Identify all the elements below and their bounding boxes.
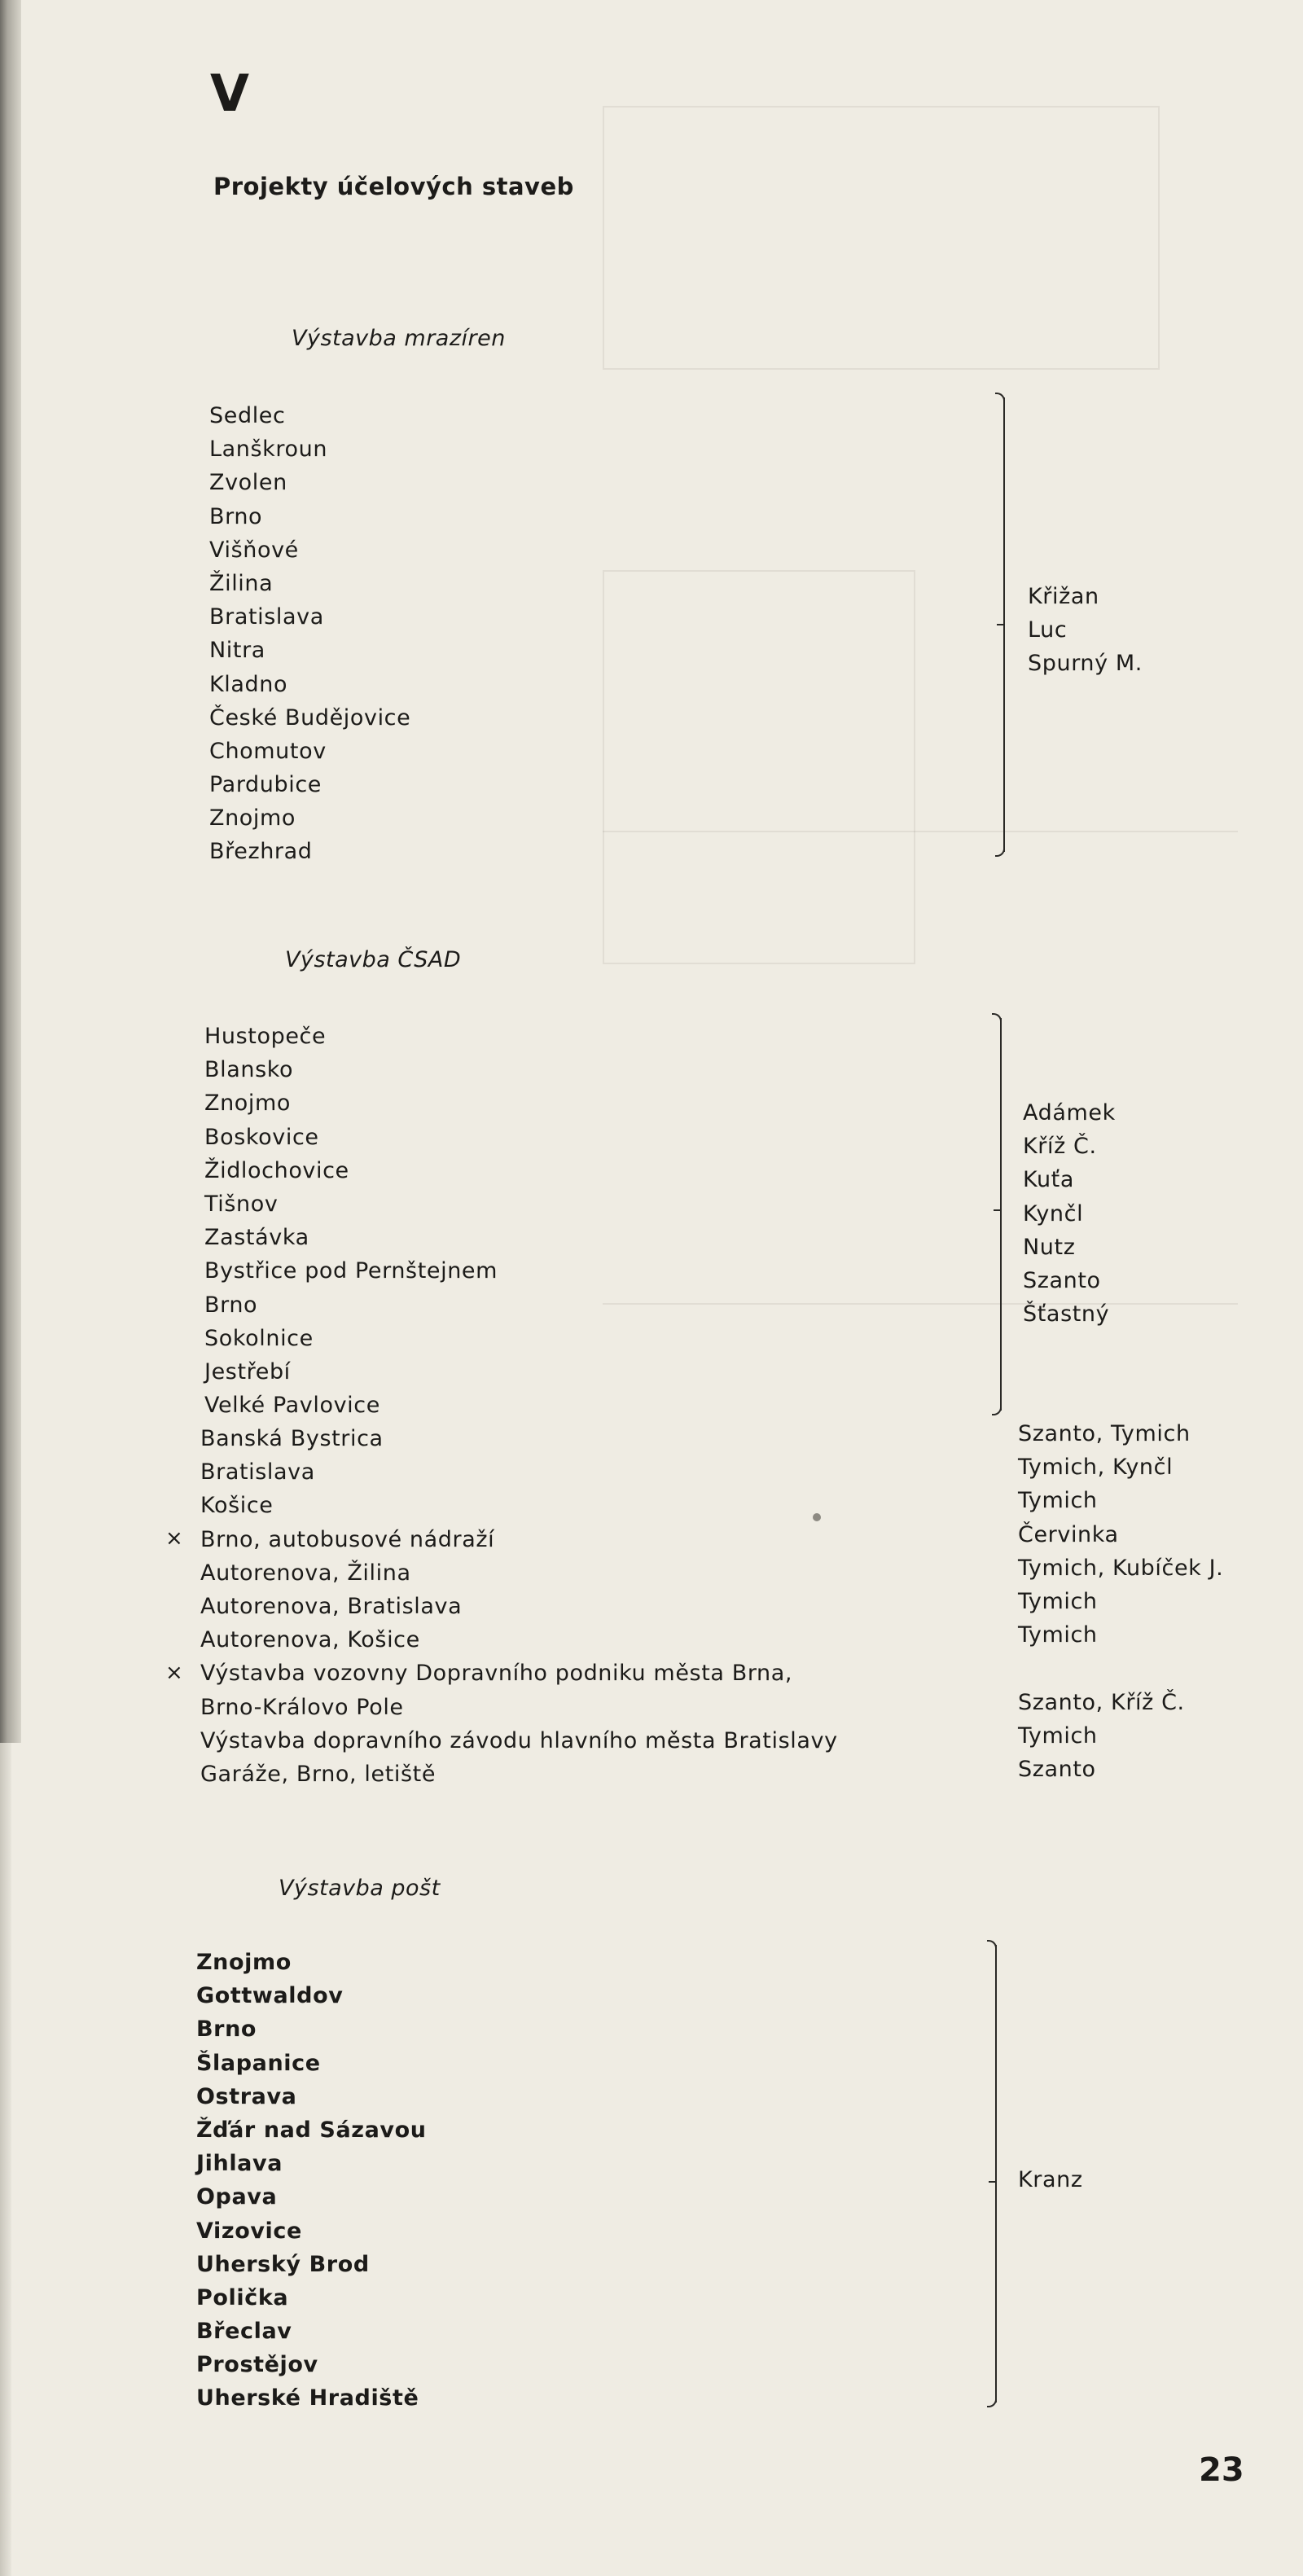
list-item: Chomutov bbox=[209, 738, 327, 764]
list-item: Blansko bbox=[204, 1057, 294, 1083]
list-item: Autorenova, Košice bbox=[200, 1627, 420, 1653]
show-through-line bbox=[603, 831, 1238, 832]
list-item: Jihlava bbox=[196, 2151, 283, 2177]
places-list-csad bbox=[204, 1020, 498, 1422]
list-item: České Budějovice bbox=[209, 704, 411, 731]
author-name: Szanto bbox=[1023, 1267, 1101, 1293]
list-item: Garáže, Brno, letiště bbox=[200, 1761, 437, 1787]
author-name: Szanto, Kříž Č. bbox=[1018, 1689, 1185, 1715]
authors-list-posty bbox=[1018, 2163, 1083, 2196]
list-item: Autorenova, Bratislava bbox=[200, 1593, 463, 1619]
author-name: Nutz bbox=[1023, 1234, 1076, 1260]
list-item: Boskovice bbox=[204, 1124, 319, 1150]
cross-mark: × bbox=[165, 1526, 183, 1551]
author-name: Kranz bbox=[1018, 2167, 1083, 2192]
list-item: Sedlec bbox=[209, 403, 286, 428]
author-name: Kynčl bbox=[1023, 1200, 1084, 1227]
list-item: Uherské Hradiště bbox=[196, 2385, 419, 2411]
authors-list-csad-extra bbox=[1018, 1417, 1223, 1786]
list-item: Brno bbox=[204, 1292, 258, 1318]
places-list-posty bbox=[196, 1946, 427, 2416]
list-item: Višňové bbox=[209, 537, 299, 563]
show-through-drawing bbox=[603, 570, 915, 964]
list-item: Znojmo bbox=[196, 1950, 292, 1975]
list-item: Opava bbox=[196, 2184, 278, 2210]
list-item: Jestřebí bbox=[204, 1358, 291, 1385]
page-number: 23 bbox=[1199, 2451, 1244, 2489]
author-name: Červinka bbox=[1018, 1521, 1119, 1547]
list-item: Šlapanice bbox=[196, 2050, 321, 2076]
section-heading-posty: Výstavba pošt bbox=[279, 1876, 441, 1901]
list-item: Znojmo bbox=[209, 805, 296, 832]
brace-csad bbox=[1000, 1018, 1002, 1411]
list-item: Židlochovice bbox=[204, 1157, 349, 1183]
list-item: Banská Bystrica bbox=[200, 1426, 384, 1451]
author-name: Šťastný bbox=[1023, 1301, 1110, 1327]
list-item: Žilina bbox=[209, 570, 274, 596]
brace-mrazirny bbox=[1003, 397, 1005, 852]
list-item: Lanškroun bbox=[209, 437, 328, 463]
authors-list-mrazirny bbox=[1028, 580, 1143, 681]
list-item: Zvolen bbox=[209, 470, 287, 496]
author-name: Szanto, Tymich bbox=[1018, 1421, 1191, 1446]
author-name bbox=[1018, 1652, 1223, 1685]
list-item: Bratislava bbox=[209, 604, 324, 630]
list-item: Ostrava bbox=[196, 2083, 297, 2109]
author-name: Tymich, Kynčl bbox=[1018, 1455, 1174, 1481]
list-item: Nitra bbox=[209, 638, 265, 664]
list-item: Brno bbox=[196, 2016, 257, 2043]
list-item: Výstavba dopravního závodu hlavního města Bratislavy bbox=[200, 1727, 838, 1753]
author-name: Kříž Č. bbox=[1023, 1134, 1097, 1160]
list-item: Březhrad bbox=[209, 839, 313, 865]
list-item: Výstavba vozovny Dopravního podniku města Brna, bbox=[200, 1661, 793, 1687]
author-name: Tymich, Kubíček J. bbox=[1018, 1555, 1224, 1581]
brace-posty bbox=[995, 1945, 997, 2403]
list-item: Břeclav bbox=[196, 2319, 292, 2345]
list-item: Velké Pavlovice bbox=[204, 1393, 380, 1419]
section-heading-mrazirny: Výstavba mrazíren bbox=[292, 326, 506, 351]
section-letter: V bbox=[210, 64, 249, 123]
author-name: Tymich bbox=[1018, 1488, 1098, 1514]
page-edge-shadow bbox=[0, 0, 21, 1743]
section-heading-csad: Výstavba ČSAD bbox=[285, 947, 462, 972]
list-item: Polička bbox=[196, 2284, 289, 2311]
show-through-line bbox=[603, 1303, 1238, 1305]
list-item: Bratislava bbox=[200, 1459, 315, 1485]
page-subtitle: Projekty účelových staveb bbox=[213, 173, 574, 200]
show-through-drawing bbox=[603, 106, 1160, 370]
author-name: Tymich bbox=[1018, 1622, 1098, 1648]
page-edge-shadow-lower bbox=[0, 1743, 11, 2576]
author-name: Luc bbox=[1028, 617, 1068, 643]
author-name: Spurný M. bbox=[1028, 651, 1143, 677]
list-item: Zastávka bbox=[204, 1225, 309, 1251]
authors-list-csad bbox=[1023, 1096, 1116, 1331]
list-item: Brno bbox=[209, 503, 263, 529]
list-item: Žďár nad Sázavou bbox=[196, 2117, 427, 2143]
places-list-csad-extra bbox=[200, 1422, 838, 1791]
list-item: Gottwaldov bbox=[196, 1983, 344, 2009]
list-item: Vizovice bbox=[196, 2218, 302, 2244]
list-item: Znojmo bbox=[204, 1091, 292, 1117]
list-item: Uherský Brod bbox=[196, 2251, 370, 2277]
author-name: Adámek bbox=[1023, 1100, 1116, 1126]
places-list-mrazirny bbox=[209, 399, 410, 869]
list-item: Brno-Královo Pole bbox=[200, 1694, 404, 1720]
author-name: Křižan bbox=[1028, 584, 1099, 609]
list-item: Autorenova, Žilina bbox=[200, 1560, 411, 1586]
cross-mark: × bbox=[165, 1661, 183, 1685]
author-name: Tymich bbox=[1018, 1588, 1098, 1614]
author-name: Szanto bbox=[1018, 1756, 1096, 1782]
list-item: Košice bbox=[200, 1493, 274, 1519]
author-name: Tymich bbox=[1018, 1722, 1098, 1749]
author-name: Kuťa bbox=[1023, 1167, 1075, 1193]
list-item: Sokolnice bbox=[204, 1325, 314, 1351]
list-item: Hustopeče bbox=[204, 1024, 327, 1049]
list-item: Tišnov bbox=[204, 1191, 279, 1217]
list-item: Pardubice bbox=[209, 772, 322, 798]
list-item: Bystřice pod Pernštejnem bbox=[204, 1258, 498, 1284]
list-item: Kladno bbox=[209, 671, 288, 697]
list-item: Brno, autobusové nádraží bbox=[200, 1526, 495, 1552]
list-item: Prostějov bbox=[196, 2352, 318, 2378]
